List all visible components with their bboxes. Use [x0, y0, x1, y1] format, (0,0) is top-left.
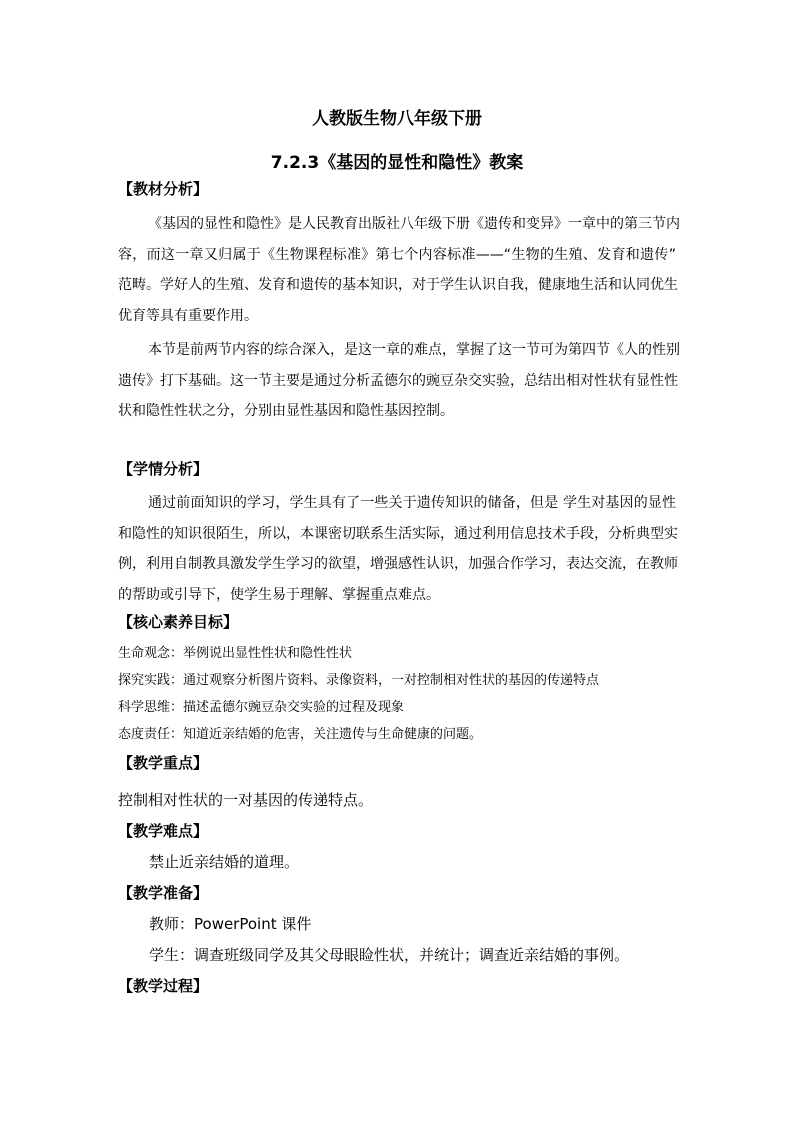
difficulty-text: 禁止近亲结婚的道理。 [149, 853, 300, 871]
text-line: 遗传》打下基础。这一节主要是通过分析孟德尔的豌豆杂交实验，总结出相对性状有显性性 [118, 372, 678, 389]
text-line: 本节是前两节内容的综合深入，是这一章的难点，掌握了这一节可为第四节《人的性别 [148, 342, 680, 358]
paragraph-textbook-analysis-2 [118, 335, 680, 427]
heading-process: 【教学过程】 [118, 977, 209, 995]
lesson-title: 7.2.3《基因的显性和隐性》教案 [270, 153, 524, 173]
text-line: 优育等具有重要作用。 [118, 307, 258, 324]
paragraph-learner-analysis [118, 488, 676, 610]
heading-difficulty: 【教学难点】 [118, 822, 209, 840]
text-line: 例，利用自制教具激发学生学习的欲望，增强感性认识，加强合作学习，表达交流，在教师 [118, 556, 678, 572]
text-line: 和隐性的知识很陌生，所以，本课密切联系生活实际，通过利用信息技术手段，分析典型实 [118, 525, 678, 542]
goal-inquiry-practice: 探究实践：通过观察分析图片资料、录像资料，一对控制相对性状的基因的传递特点 [118, 673, 600, 688]
goal-life-concept: 生命观念：举例说出显性性状和隐性性状 [118, 646, 353, 661]
goal-attitude-responsibility: 态度责任：知道近亲结婚的危害，关注遗传与生命健康的问题。 [118, 727, 483, 742]
heading-key-point: 【教学重点】 [118, 754, 209, 772]
heading-preparation: 【教学准备】 [118, 884, 209, 902]
text-line: 《基因的显性和隐性》是人民教育出版社八年级下册《遗传和变异》一章中的第三节内 [148, 216, 680, 232]
preparation-student: 学生：调查班级同学及其父母眼睑性状，并统计；调查近亲结婚的事例。 [149, 946, 630, 964]
text-line: 的帮助或引导下，使学生易于理解、掌握重点难点。 [118, 586, 440, 603]
document-title: 人教版生物八年级下册 [312, 109, 482, 129]
heading-core-goals: 【核心素养目标】 [118, 613, 239, 631]
text-line: 通过前面知识的学习，学生具有了一些关于遗传知识的储备，但是 学生对基因的显性 [148, 495, 676, 511]
key-point-text: 控制相对性状的一对基因的传递特点。 [118, 791, 374, 809]
preparation-teacher: 教师：PowerPoint 课件 [149, 915, 312, 933]
heading-learner-analysis: 【学情分析】 [118, 460, 209, 478]
text-line: 状和隐性性状之分，分别由显性基因和隐性基因控制。 [118, 403, 454, 419]
heading-textbook-analysis: 【教材分析】 [118, 180, 209, 198]
paragraph-textbook-analysis-1 [118, 209, 680, 331]
goal-scientific-thinking: 科学思维：描述孟德尔豌豆杂交实验的过程及现象 [118, 700, 405, 715]
text-line: 范畴。学好人的生殖、发育和遗传的基本知识，对于学生认识自我，健康地生活和认同优生 [118, 277, 678, 293]
text-line: 容，而这一章又归属于《生物课程标准》第七个内容标准——“生物的生殖、发育和遗传” [118, 246, 676, 263]
